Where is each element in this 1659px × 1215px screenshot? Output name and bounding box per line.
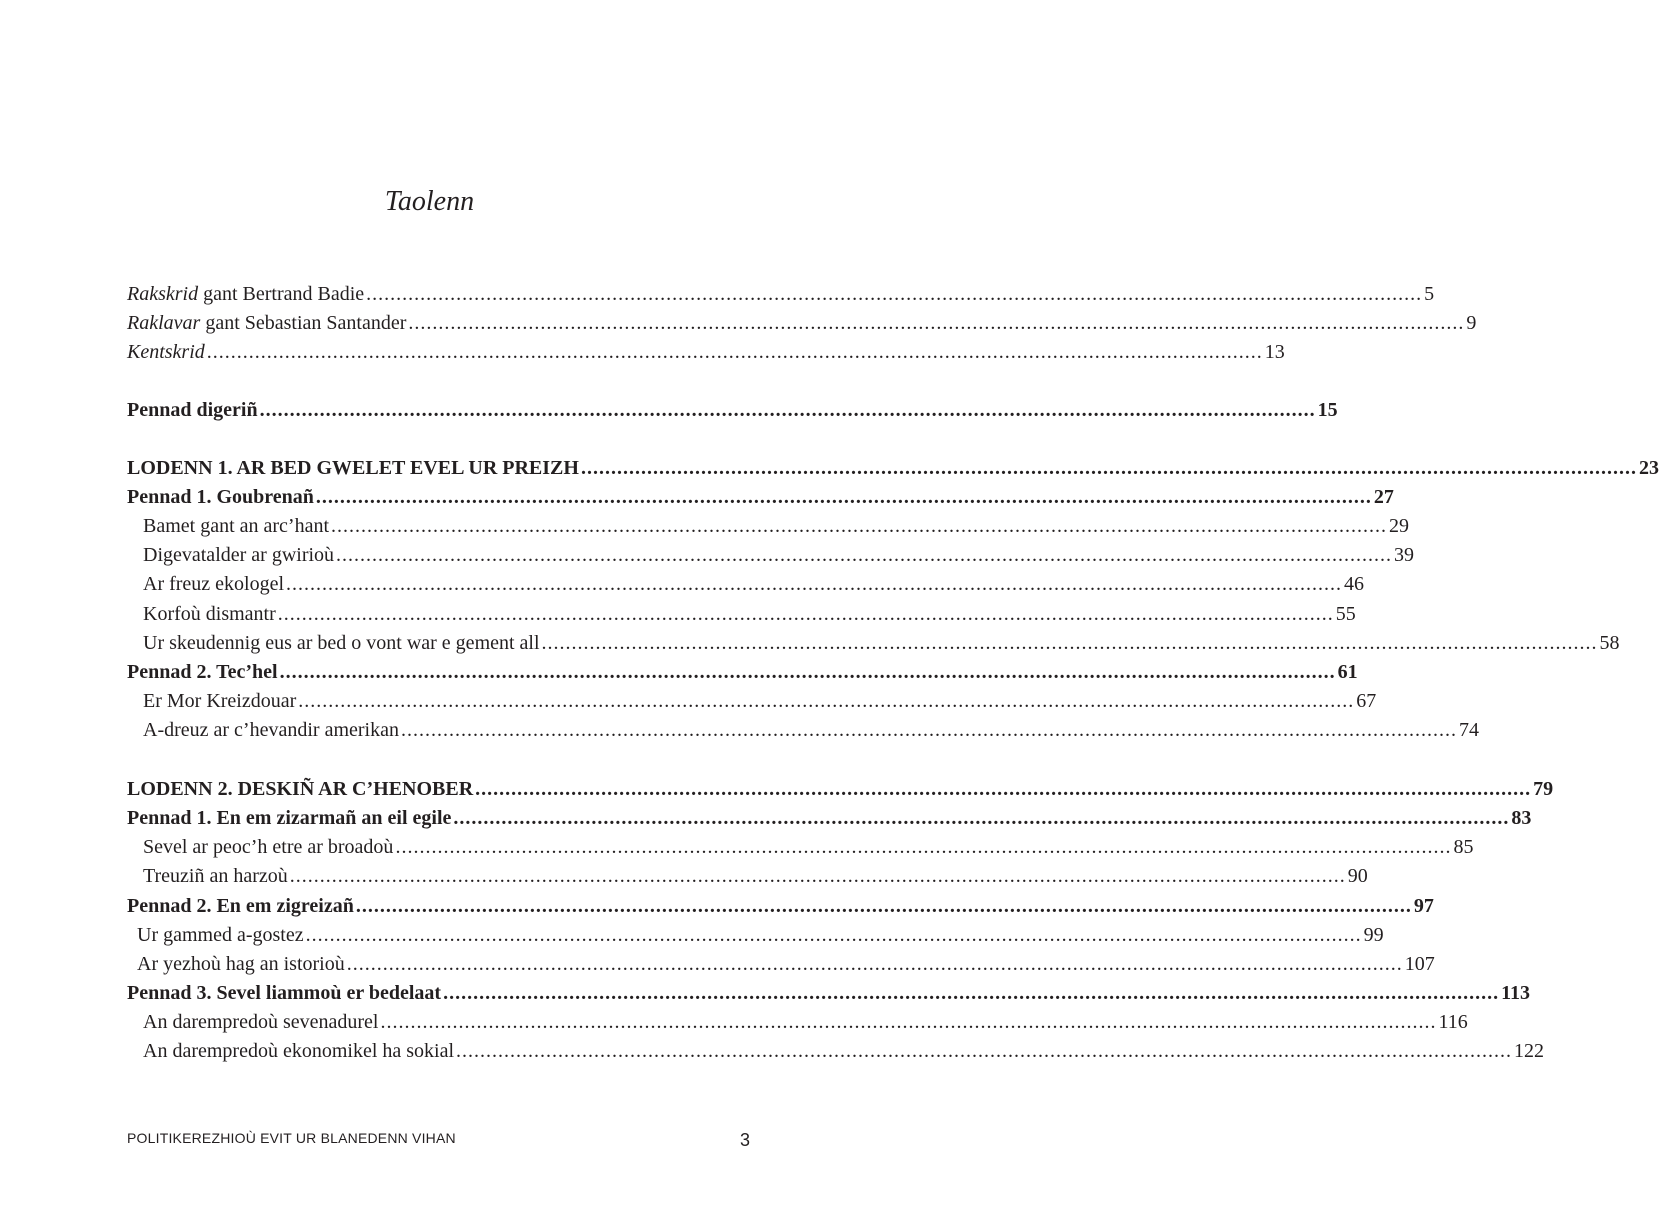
toc-section[interactable]: Ar yezhoù hag an istorioù ................................................................................................................................................................................ 107: [137, 950, 747, 979]
toc-part-1[interactable]: LODENN 1. AR BED GWELET EVEL UR PREIZH ................................................................................................................................................................................ 23: [127, 454, 747, 483]
dot-leader: ................................................................................................................................................................................: [286, 573, 1343, 595]
toc-entry-kentskrid[interactable]: Kentskrid ................................................................................................................................................................................ 13: [127, 338, 747, 367]
page-number: 13: [1264, 341, 1285, 363]
dot-leader: ................................................................................................................................................................................: [456, 1040, 1513, 1062]
dot-leader: ................................................................................................................................................................................: [259, 399, 1316, 421]
dot-leader: ................................................................................................................................................................................: [346, 953, 1403, 975]
toc-section[interactable]: An darempredoù sevenadurel ................................................................................................................................................................................ 116: [143, 1008, 747, 1037]
toc-chapter[interactable]: Pennad 1. Goubrenañ ................................................................................................................................................................................ 27: [127, 483, 747, 512]
toc-chapter[interactable]: Pennad 3. Sevel liammoù er bedelaat ................................................................................................................................................................................ 113: [127, 979, 747, 1008]
page-number: 90: [1347, 865, 1368, 887]
dot-leader: ................................................................................................................................................................................: [580, 457, 1637, 479]
page-number: 79: [1533, 778, 1554, 800]
toc-section[interactable]: An darempredoù ekonomikel ha sokial ................................................................................................................................................................................ 122: [143, 1037, 747, 1066]
page-number: 85: [1453, 836, 1474, 858]
dot-leader: ................................................................................................................................................................................: [395, 836, 1452, 858]
page-number: 15: [1317, 399, 1338, 421]
page-number: 58: [1599, 632, 1620, 654]
dot-leader: ................................................................................................................................................................................: [541, 632, 1598, 654]
toc-part-2[interactable]: LODENN 2. DESKIÑ AR C’HENOBER ................................................................................................................................................................................ 79: [127, 775, 747, 804]
page-number: 55: [1335, 603, 1356, 625]
page-number: 83: [1511, 807, 1532, 829]
dot-leader: ................................................................................................................................................................................: [400, 719, 1457, 741]
toc-entry-raklavar[interactable]: Raklavar gant Sebastian Santander ................................................................................................................................................................................ 9: [127, 309, 747, 338]
toc-section[interactable]: Ur skeudennig eus ar bed o vont war e gement all ................................................................................................................................................................................ 58: [143, 629, 747, 658]
dot-leader: ................................................................................................................................................................................: [279, 661, 1336, 683]
page-number: 99: [1363, 924, 1384, 946]
dot-leader: ................................................................................................................................................................................: [443, 982, 1500, 1004]
dot-leader: ................................................................................................................................................................................: [277, 603, 1334, 625]
page-number: 29: [1389, 515, 1410, 537]
footer-page-number: 3: [739, 1130, 750, 1150]
toc-entry-rakskrid[interactable]: Rakskrid gant Bertrand Badie ................................................................................................................................................................................ 5: [127, 280, 747, 309]
page-number: 61: [1337, 661, 1358, 683]
toc-section[interactable]: Ur gammed a-gostez ................................................................................................................................................................................ 99: [137, 921, 747, 950]
toc-section[interactable]: Er Mor Kreizdouar ................................................................................................................................................................................ 67: [143, 687, 747, 716]
dot-leader: ................................................................................................................................................................................: [355, 895, 1412, 917]
dot-leader: ................................................................................................................................................................................: [408, 312, 1465, 334]
page-number: 116: [1438, 1011, 1468, 1033]
dot-leader: ................................................................................................................................................................................: [380, 1011, 1437, 1033]
toc-section[interactable]: Digevatalder ar gwirioù ................................................................................................................................................................................ 39: [143, 541, 747, 570]
page-number: 97: [1413, 895, 1434, 917]
page-number: 46: [1344, 573, 1365, 595]
running-footer-title: POLITIKEREZHIOÙ EVIT UR BLANEDENN VIHAN: [127, 1130, 456, 1146]
toc-section[interactable]: Ar freuz ekologel ................................................................................................................................................................................ 46: [143, 570, 747, 599]
dot-leader: ................................................................................................................................................................................: [206, 341, 1263, 363]
dot-leader: ................................................................................................................................................................................: [315, 486, 1372, 508]
dot-leader: ................................................................................................................................................................................: [366, 283, 1423, 305]
page-number: 74: [1458, 719, 1479, 741]
toc-section[interactable]: Bamet gant an arc’hant ................................................................................................................................................................................ 29: [143, 512, 747, 541]
toc-section[interactable]: Sevel ar peoc’h etre ar broadoù ................................................................................................................................................................................ 85: [143, 833, 747, 862]
dot-leader: ................................................................................................................................................................................: [336, 544, 1393, 566]
dot-leader: ................................................................................................................................................................................: [331, 515, 1388, 537]
dot-leader: ................................................................................................................................................................................: [453, 807, 1510, 829]
page-number: 67: [1356, 690, 1377, 712]
toc-chapter[interactable]: Pennad 2. Tec’hel ................................................................................................................................................................................ 61: [127, 658, 747, 687]
toc-entry-pennad-digerin[interactable]: Pennad digeriñ ................................................................................................................................................................................ 15: [127, 396, 747, 425]
toc-chapter[interactable]: Pennad 2. En em zigreizañ ................................................................................................................................................................................ 97: [127, 892, 747, 921]
toc-chapter[interactable]: Pennad 1. En em zizarmañ an eil egile ................................................................................................................................................................................ 83: [127, 804, 747, 833]
toc-section[interactable]: A-dreuz ar c’hevandir amerikan ................................................................................................................................................................................ 74: [143, 716, 747, 745]
dot-leader: ................................................................................................................................................................................: [475, 778, 1532, 800]
page-number: 122: [1514, 1040, 1545, 1062]
page-number: 39: [1394, 544, 1415, 566]
page-number: 9: [1466, 312, 1477, 334]
toc-section[interactable]: Treuziñ an harzoù ................................................................................................................................................................................ 90: [143, 862, 747, 891]
dot-leader: ................................................................................................................................................................................: [289, 865, 1346, 887]
page-number: 5: [1424, 283, 1435, 305]
dot-leader: ................................................................................................................................................................................: [305, 924, 1362, 946]
page-number: 113: [1501, 982, 1530, 1004]
page-number: 23: [1638, 457, 1659, 479]
page-title: Taolenn: [384, 186, 475, 217]
toc-section[interactable]: Korfoù dismantr ................................................................................................................................................................................ 55: [143, 600, 747, 629]
page-number: 107: [1404, 953, 1435, 975]
page-number: 27: [1373, 486, 1394, 508]
dot-leader: ................................................................................................................................................................................: [298, 690, 1355, 712]
